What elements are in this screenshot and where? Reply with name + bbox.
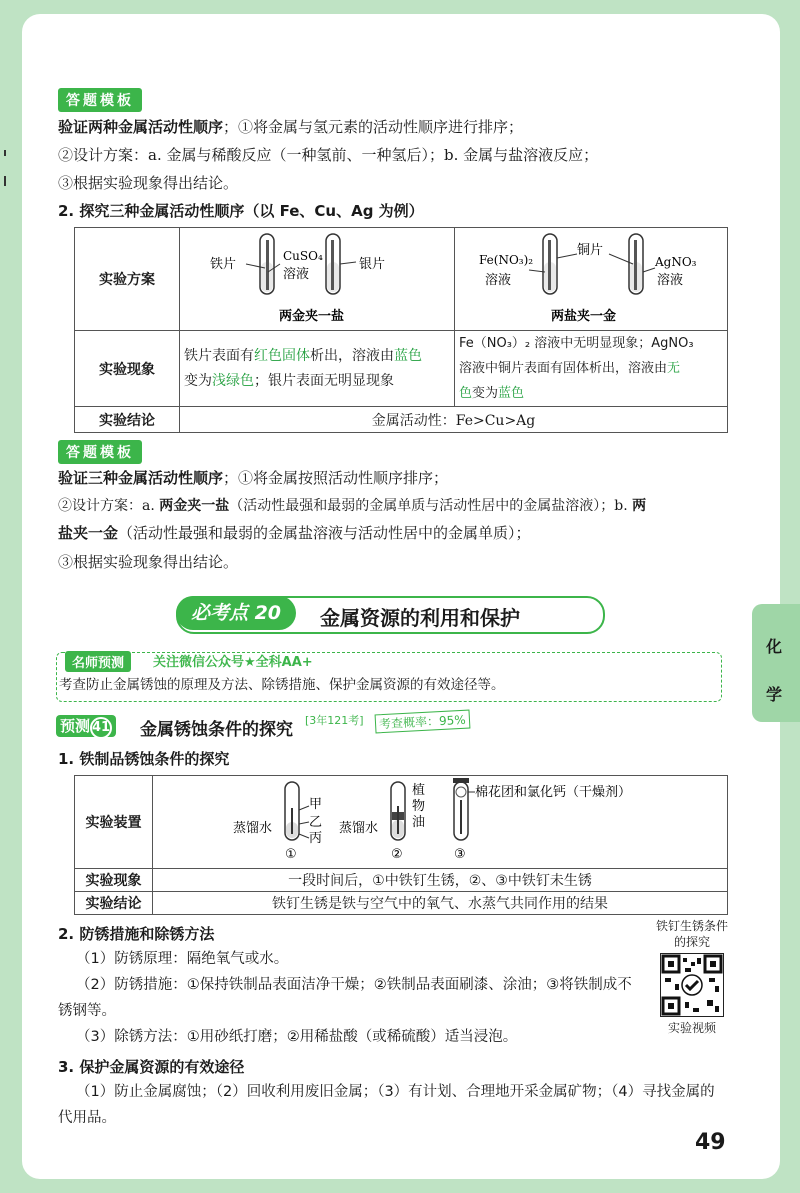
tube-number: ③ [454,847,466,862]
qr-code-icon [661,954,723,1016]
oil-label: 植 [412,783,426,798]
section-title: 2. 探究三种金属活动性顺序（以 Fe、Cu、Ag 为例） [58,202,424,220]
agno3-label: AgNO₃ [655,255,697,269]
exam-point-title: 金属资源的利用和保护 [320,606,520,630]
cuso4-label: CuSO₄ [283,249,323,263]
prediction-number: 41 [90,717,112,739]
qr-code[interactable] [660,953,724,1017]
scan-mark [4,176,6,186]
wechat-note: 关注微信公众号★全科AA+ [153,655,313,670]
qr-video-panel[interactable] [652,918,732,1036]
apparatus-cell [153,776,728,869]
prediction-text: 考查防止金属锈蚀的原理及方法、除锈措施、保护金属资源的有效途径等。 [59,677,505,693]
tube-diagram-a [184,228,450,326]
plan-a-cell [180,228,455,331]
protect-line: 代用品。 [58,1110,116,1126]
tube-number: ① [285,847,297,862]
qr-caption: 的探究 [673,935,710,949]
label-yi: 乙 [309,815,323,830]
solution-label: 溶液 [283,267,310,282]
row-label: 实验现象 [75,331,180,407]
fe-no3-label: Fe(NO₃)₂ [479,253,534,267]
copper-label: 铜片 [577,243,604,258]
conclusion-cell: 金属活动性：Fe>Cu>Ag [180,407,728,433]
template-line: ③根据实验现象得出结论。 [58,174,239,192]
rust-conclusion: 铁钉生锈是铁与空气中的氧气、水蒸气共同作用的结果 [153,892,728,915]
section-title: 3. 保护金属资源的有效途径 [58,1058,245,1076]
exam-probability-stamp: 考查概率：95% [375,710,471,734]
plan-a-caption: 两金夹一盐 [279,309,345,324]
label-bing: 丙 [309,831,323,846]
template-line: 验证两种金属活动性顺序；①将金属与氢元素的活动性顺序进行排序； [58,118,524,136]
iron-label: 铁片 [210,257,237,272]
plan-b-cell [455,228,728,331]
scan-mark [4,150,6,156]
rust-item: （2）防锈措施：①保持铁制品表面洁净干燥；②铁制品表面刷漆、涂油；③将铁制成不 [76,977,632,993]
row-label: 实验结论 [75,892,153,915]
qr-caption: 铁钉生锈条件 [655,919,728,933]
template-line: ②设计方案：a. 金属与稀酸反应（一种氢前、一种氢后）；b. 金属与盐溶液反应； [58,146,599,164]
phenomenon-a: 铁片表面有红色固体析出，溶液由蓝色 变为浅绿色；银片表面无明显现象 [180,331,455,407]
water-label: 蒸馏水 [233,821,273,836]
tube-number: ② [391,847,403,862]
tube-diagram-b [459,228,723,326]
teacher-prediction-box [56,652,722,702]
solution-label: 溶液 [485,273,512,288]
section-title: 1. 铁制品锈蚀条件的探究 [58,750,230,768]
oil-label: 物 [412,799,426,814]
protect-line: （1）防止金属腐蚀；（2）回收利用废旧金属；（3）有计划、合理地开采金属矿物；（4）寻找金属的 [76,1084,715,1100]
answer-template-badge: 答题模板 [58,440,142,464]
exam-point-header [176,596,605,634]
row-label: 实验装置 [75,776,153,869]
rust-experiment-table [74,775,728,915]
row-label: 实验结论 [75,407,180,433]
water-label: 蒸馏水 [339,821,379,836]
rust-item: （3）除锈方法：①用砂纸打磨；②用稀盐酸（或稀硫酸）适当浸泡。 [76,1029,518,1045]
cotton-label: 棉花团和氯化钙（干燥剂） [475,785,632,800]
side-tab-char: 化 [766,637,783,656]
row-label: 实验现象 [75,869,153,892]
prediction-title: 金属锈蚀条件的探究 [140,720,293,740]
experiment-table [74,227,728,433]
template-line: ③根据实验现象得出结论。 [58,553,239,571]
exam-point-tag: 必考点 20 [176,596,296,630]
solution-label: 溶液 [657,273,684,288]
plan-b-caption: 两盐夹一金 [551,309,617,324]
rust-item: 锈钢等。 [58,1003,116,1019]
silver-label: 银片 [359,257,386,272]
template-line: 盐夹一金（活动性最强和最弱的金属盐溶液与活动性居中的金属单质）； [58,524,531,542]
phenomenon-b: Fe（NO₃）₂ 溶液中无明显现象；AgNO₃ 溶液中铜片表面有固体析出，溶液由无 色变为蓝色 [455,331,728,407]
section-title: 2. 防锈措施和除锈方法 [58,925,215,943]
page-number: 49 [695,1130,726,1155]
oil-label: 油 [412,815,426,830]
prediction-number-badge: 预测 41 [56,715,116,737]
rust-item: （1）防锈原理：隔绝氧气或水。 [76,951,289,967]
rust-phenomenon: 一段时间后，①中铁钉生锈，②、③中铁钉未生锈 [153,869,728,892]
prediction-badge: 名师预测 [65,651,131,672]
template-line: 验证三种金属活动性顺序；①将金属按照活动性顺序排序； [58,469,449,487]
rust-apparatus-diagram [157,776,723,864]
label-jia: 甲 [309,797,323,812]
subject-side-tab [752,604,800,722]
qr-caption: 实验视频 [667,1021,716,1035]
exam-frequency: [3年121考] [305,714,364,727]
row-label: 实验方案 [75,228,180,331]
template-line: ②设计方案：a. 两金夹一盐（活动性最强和最弱的金属单质与活动性居中的金属盐溶液）；b. 两 [58,498,647,514]
answer-template-badge: 答题模板 [58,88,142,112]
side-tab-char: 学 [766,685,783,704]
